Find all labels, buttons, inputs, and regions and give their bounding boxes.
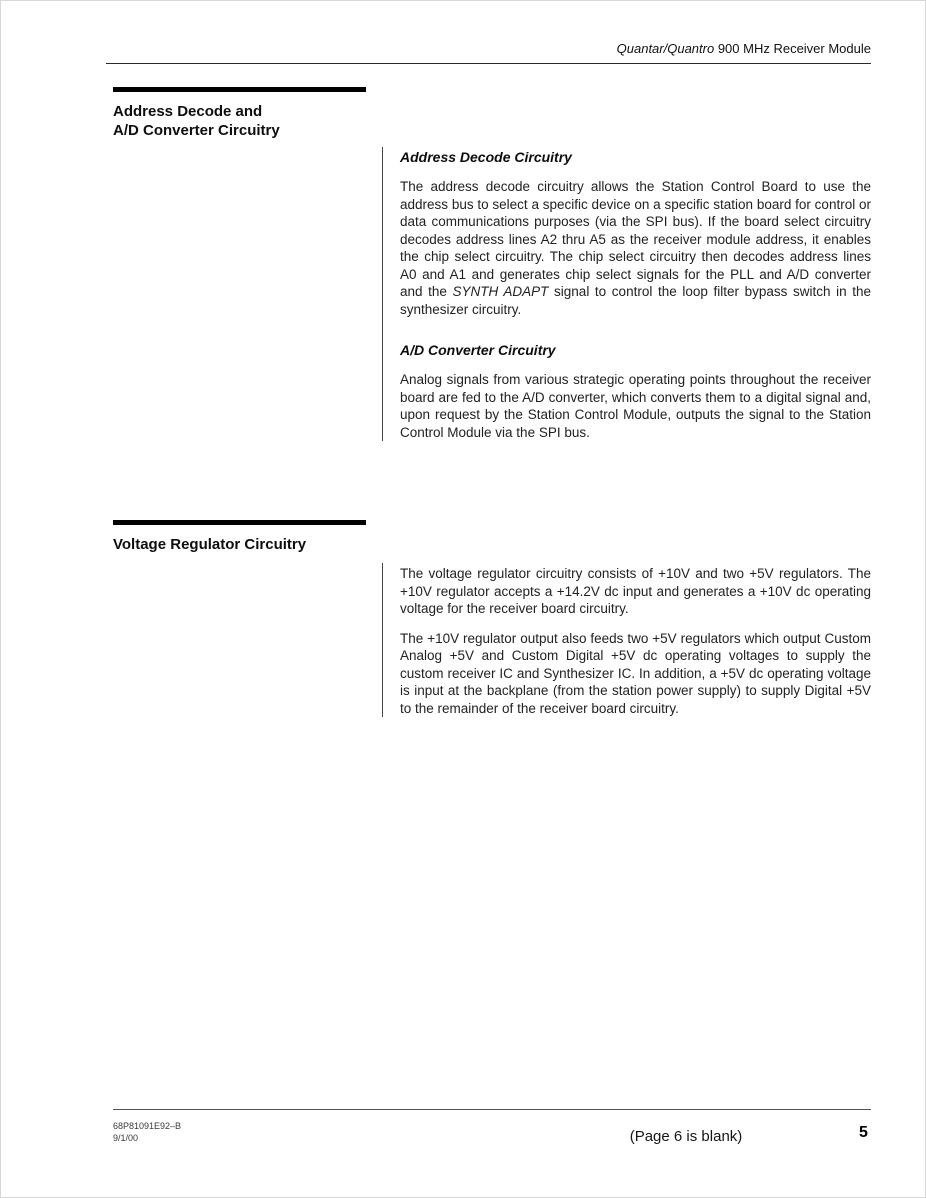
paragraph-voltage-1: The voltage regulator circuitry consists of +10V and two +5V regulators. The +10V regulator accepts a +14.2V dc input and generates a +10V dc operating voltage for the receiver board circuitry. — [400, 566, 871, 616]
footer-blank-page-note: (Page 6 is blank) — [629, 1128, 743, 1145]
subsection-title-address-decode: Address Decode Circuitry — [400, 149, 572, 165]
header-title-italic: Quantar/Quantro — [616, 41, 715, 56]
footer-doc-info — [113, 1120, 181, 1144]
section-heading-line1: Address Decode and — [113, 103, 263, 120]
footer-doc-number: 68P81091E92–B — [113, 1121, 182, 1131]
paragraph-text-italic: SYNTH ADAPT — [452, 284, 549, 299]
footer-date: 9/1/00 — [113, 1133, 139, 1143]
section-rule-bar — [113, 520, 366, 525]
section-body-address-decode — [382, 147, 871, 441]
subsection-title-ad-converter: A/D Converter Circuitry — [400, 342, 556, 358]
section-rule-bar — [113, 87, 366, 92]
footer-rule — [113, 1109, 871, 1110]
section-label-voltage-regulator — [113, 520, 366, 554]
paragraph-voltage-2: The +10V regulator output also feeds two +5V regulators which output Custom Analog +5V and Custom Digital +5V dc operating voltages to supply the custom receiver IC and Synthesizer IC. In addition, a +5V dc operating voltage is input at the backplane (from the station power supply) to supply Digital +5V to the remainder of the receiver board circuitry. — [400, 630, 871, 716]
paragraph-text-before: The address decode circuitry allows the Station Control Board to use the address bus to select a specific device on a specific station board for control or data communications purposes (via the SPI bus). If the board select circuitry decodes address lines A2 thru A5 as the receiver module address, it enables the chip select circuitry. The chip select circuitry then decodes address lines A0 and A1 and generates chip select signals for the PLL and A/D converter and the — [400, 179, 871, 299]
header-title-rest: 900 MHz Receiver Module — [714, 41, 871, 56]
section-label-address-decode — [113, 87, 366, 140]
page-header — [106, 41, 871, 64]
section-heading: Voltage Regulator Circuitry — [113, 536, 307, 553]
section-heading-line2: A/D Converter Circuitry — [113, 122, 280, 139]
paragraph-address-decode — [400, 178, 871, 318]
section-heading — [113, 102, 366, 140]
section-body-voltage-regulator — [382, 563, 871, 717]
paragraph-ad-converter: Analog signals from various strategic operating points throughout the receiver board are fed to the A/D converter, which converts them to a digital signal and, upon request by the Station Control Module, outputs the signal to the Station Control Module via the SPI bus. — [400, 372, 871, 440]
footer-page-number: 5 — [859, 1124, 868, 1141]
paragraph-text-after: signal to control the loop filter bypass switch in the synthesizer circuitry. — [400, 284, 871, 317]
